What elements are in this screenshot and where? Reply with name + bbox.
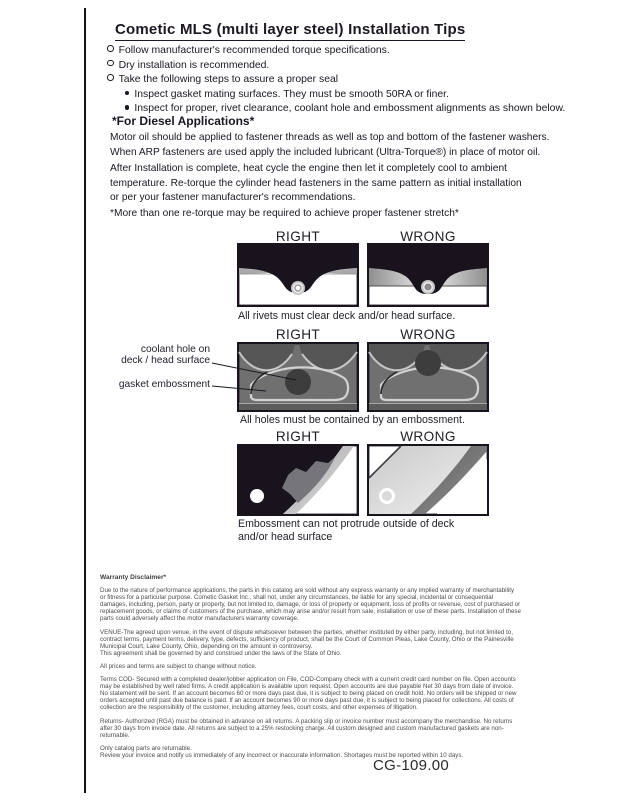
circle-bullet-icon <box>107 45 114 52</box>
wrong-label: WRONG <box>400 429 456 444</box>
tip-text: Take the following steps to assure a proper seal <box>118 74 339 86</box>
disclaimer-paragraph: This agreement shall be governed by and construed under the laws of the State of Ohio. <box>100 649 342 657</box>
tip-text: Inspect for proper, rivet clearance, coolant hole and embossment alignments as shown below. <box>134 103 566 115</box>
wrong-label: WRONG <box>400 327 456 342</box>
diagram-rivet-right-panel <box>237 243 359 307</box>
warranty-disclaimer <box>100 574 521 765</box>
list-item <box>107 59 567 74</box>
paragraph-line: After Installation is complete, heat cycle the engine then let it completely cool to ambient <box>110 163 507 174</box>
rivet-icon <box>421 280 435 294</box>
bolt-hole <box>250 489 264 503</box>
circle-bullet-icon <box>107 74 114 81</box>
list-item <box>107 73 567 88</box>
disclaimer-paragraph: VENUE-The agreed upon venue, in the event of dispute whatsoever between the parties, whether instituted by either party, including, but not limited to, contract terms, payment terms, delivery, type, defects, sufficiency of product, shall be the Court of Common Pleas, Lake County, Ohio or the Painesville Municipal Court, Lake County, Ohio, depending on the amount in controversy. <box>100 628 514 650</box>
page-code: CG-109.00 <box>373 757 450 774</box>
circle-bullet-icon <box>107 60 114 67</box>
diagram-hole-right-panel <box>237 342 359 412</box>
hole-caption: All holes must be contained by an embossment. <box>240 414 465 426</box>
paragraph-line: temperature. Re-torque the cylinder head fasteners in the same pattern as initial installation <box>110 177 522 189</box>
rivet-caption: All rivets must clear deck and/or head surface. <box>238 310 456 322</box>
tip-text: Inspect gasket mating surfaces. They must be smooth 50RA or finer. <box>134 88 449 100</box>
left-page-rule <box>84 8 86 793</box>
right-label: RIGHT <box>275 327 321 342</box>
disclaimer-paragraph: Review your invoice and notify us immediately of any incorrect or inaccurate information. Shortages must be reported within 10 days. <box>100 751 464 759</box>
disclaimer-paragraph: Only catalog parts are returnable. <box>100 744 192 752</box>
dot-bullet-icon <box>125 91 129 95</box>
disclaimer-heading: Warranty Disclaimer* <box>100 574 167 581</box>
embossment-label: gasket embossment <box>118 379 210 390</box>
coolant-hole-label: coolant hole on <box>140 344 210 355</box>
disclaimer-paragraph: All prices and terms are subject to change without notice. <box>100 662 257 670</box>
retorque-note: *More than one re-torque may be required to achieve proper fastener stretch* <box>110 208 459 219</box>
tip-text: Follow manufacturer's recommended torque specifications. <box>118 45 390 56</box>
protrude-caption <box>238 518 454 543</box>
paragraph-line: Motor oil should be applied to fastener threads as well as top and bottom of the fastener washers. <box>110 132 550 143</box>
right-label: RIGHT <box>275 229 321 244</box>
coolant-hole-label: deck / head surface <box>121 355 210 366</box>
diagram-protrude-right-panel <box>237 444 359 516</box>
diagram-hole-wrong-panel <box>367 342 489 412</box>
page-title: Cometic MLS (multi layer steel) Installation Tips <box>115 21 465 41</box>
wrong-label: WRONG <box>400 229 456 244</box>
paragraph-line: When ARP fasteners are used apply the included lubricant (Ultra-Torque®) in place of motor oil. <box>110 146 541 158</box>
caption-line: and/or head surface <box>238 530 333 543</box>
list-item <box>107 44 567 59</box>
caption-line: Embossment can not protrude outside of deck <box>238 518 455 530</box>
disclaimer-paragraph: Due to the nature of performance applications, the parts in this catalog are sold without any express warranty or any implied warranty of merchantability or fitness for a particular purpose. Cometic Gasket Inc., shall not, under any circumstances, be liable for any special, incidental or consequential damages, including, person, party or property, but not limited to, damage, or loss of property or equipment, loss of profits or revenue, cost of purchased or replacement goods, or claims of customers of the purchase, which may arise and/or result from sale, installation or use of these parts. Installation of these parts could adversely affect the motor manufacturers warranty coverage. <box>100 587 521 623</box>
coolant-hole <box>415 350 441 376</box>
list-item <box>125 88 567 103</box>
diagram-protrude-wrong-panel <box>367 444 489 516</box>
dot-bullet-icon <box>125 105 129 109</box>
paragraph-line: or per your fastener manufacturer's recommendations. <box>110 192 356 204</box>
disclaimer-paragraph: Returns- Authorized (RGA) must be obtained in advance on all returns. A packing slip or invoice number must accompany the merchandise. No returns after 30 days from invoice date. All returns are subject to a 25% restocking charge. All custom designed and custom manufactured gaskets are non-returnable. <box>100 717 513 739</box>
disclaimer-paragraph: Terms COD- Secured with a completed dealer/jobber application on File, COD-Company check with a current credit card number on file. Open accounts may be established by well rated firms. A credit application is available upon request. Open accounts are due payable Net 30 days from date of invoice. No statement will be sent. If an account becomes 60 or more days past due, it is subject to being placed on credit hold. No orders will be shipped or new orders accepted until past due balance is paid. If an account becomes 90 or more days past due, it is subject to being placed for collections. All costs of collection are the responsibility of the customer, including attorney fees, court costs, and other expenses of litigation. <box>100 676 517 712</box>
tips-list <box>107 44 567 117</box>
diesel-paragraph <box>110 131 570 160</box>
diesel-paragraph <box>110 162 570 206</box>
tip-text: Dry installation is recommended. <box>118 59 270 71</box>
right-label: RIGHT <box>275 429 321 444</box>
rivet-icon <box>291 281 305 295</box>
coolant-hole <box>285 369 311 395</box>
diesel-heading: *For Diesel Applications* <box>112 114 255 128</box>
diagram-rivet-wrong-panel <box>367 243 489 307</box>
